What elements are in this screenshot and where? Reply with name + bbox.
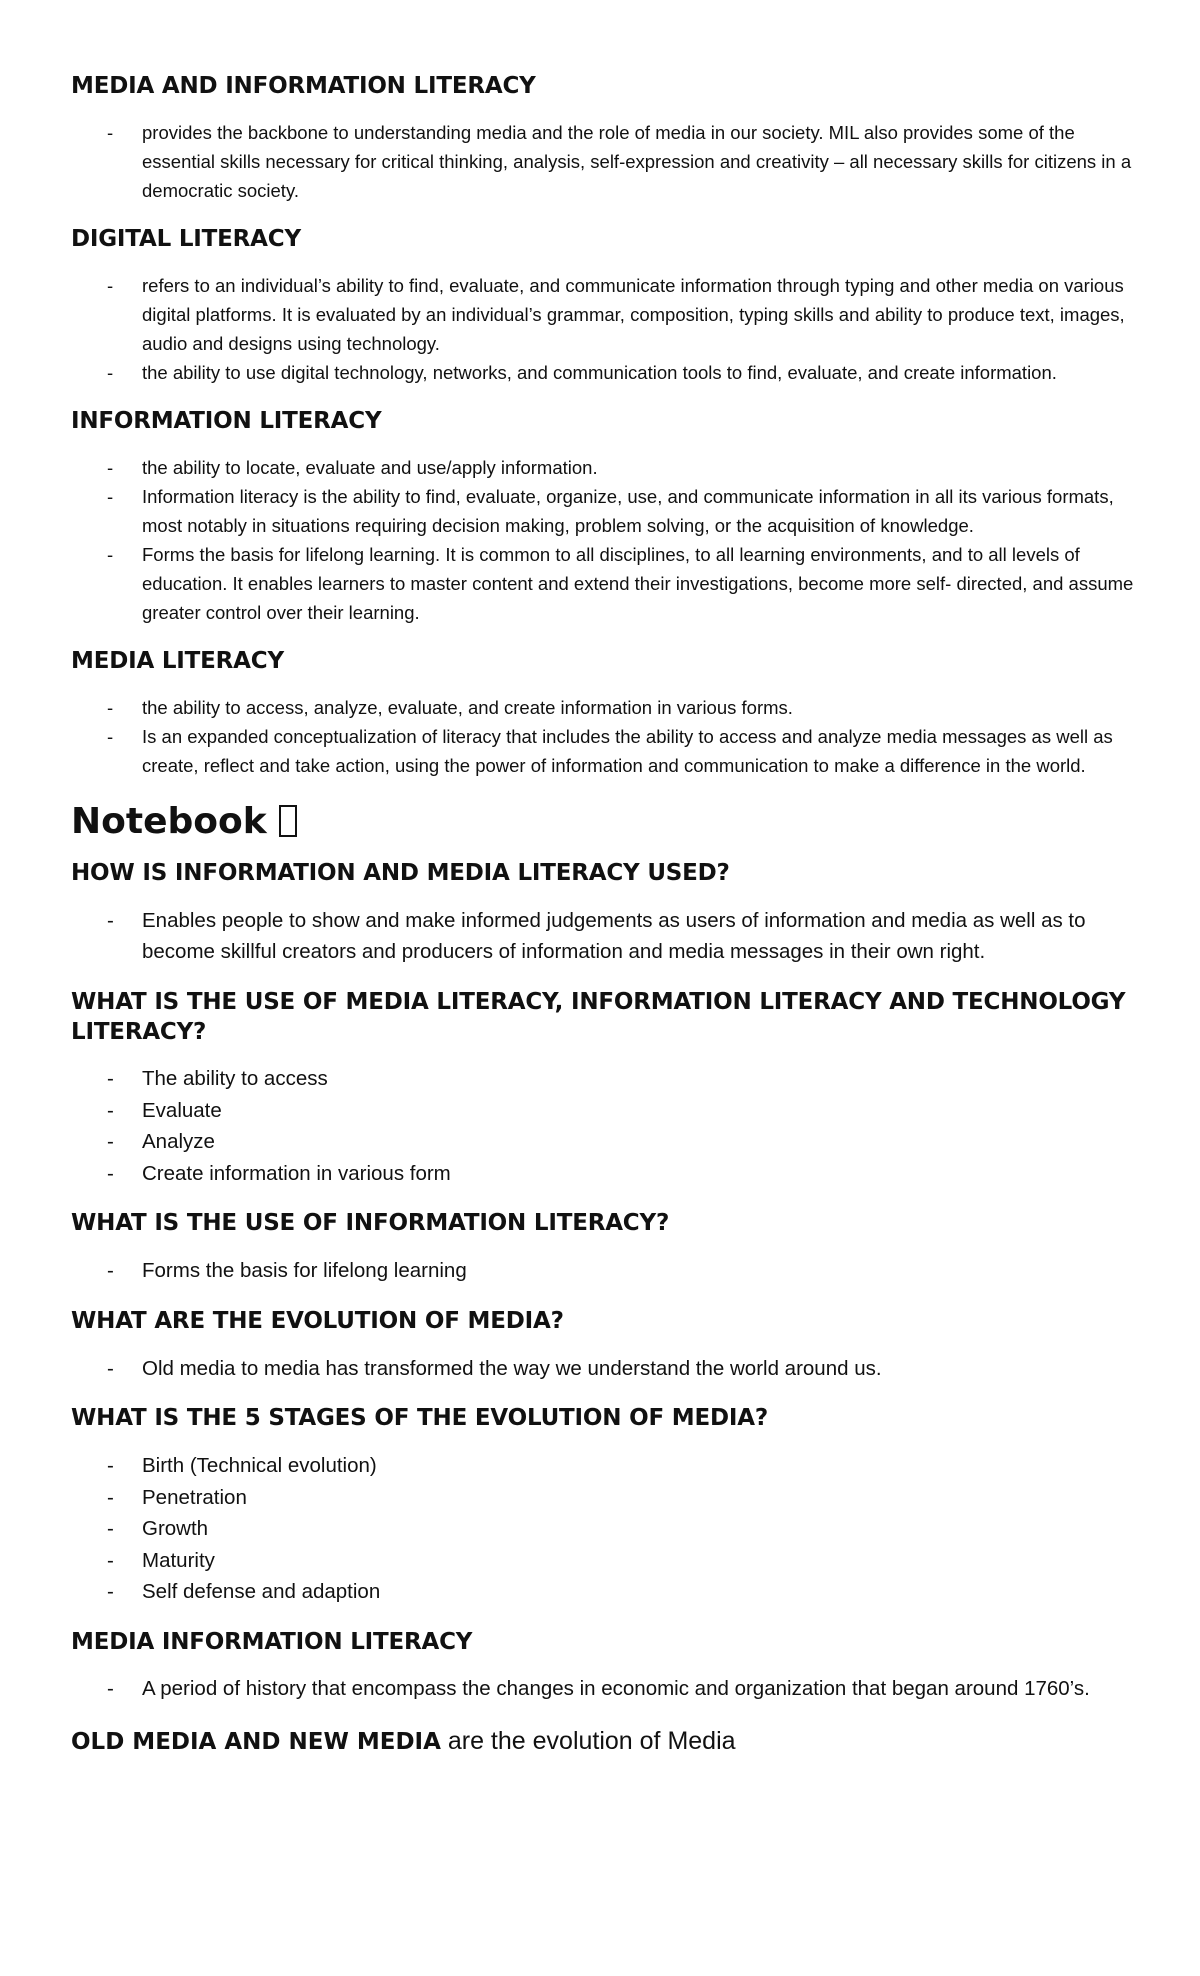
list-item-text: A period of history that encompass the changes in economic and organization that began around 1760’s.	[142, 1677, 1090, 1701]
dash-bullet-icon: -	[107, 543, 114, 565]
closing-text: are the evolution of Media	[440, 1726, 736, 1755]
notebook-title: Notebook	[71, 800, 1141, 843]
dash-bullet-icon: -	[107, 1098, 114, 1122]
section	[71, 859, 1141, 968]
section	[71, 647, 1141, 780]
list-item-text: Penetration	[142, 1485, 247, 1509]
list-item-text: Old media to media has transformed the way we understand the world around us.	[142, 1356, 882, 1380]
closing-bold: OLD MEDIA AND NEW MEDIA	[71, 1728, 441, 1755]
section-heading: MEDIA LITERACY	[71, 647, 284, 674]
list-item-text: Create information in various form	[142, 1161, 451, 1185]
list-item-text: Self defense and adaption	[142, 1580, 381, 1604]
dash-bullet-icon: -	[107, 1485, 114, 1509]
list-item	[71, 1482, 1141, 1514]
list-item-text: Growth	[142, 1517, 209, 1541]
bullet-list	[71, 1063, 1141, 1189]
list-item	[71, 1545, 1141, 1577]
section	[71, 72, 1141, 205]
list-item-text: Forms the basis for lifelong learning	[142, 1259, 467, 1283]
section-heading: MEDIA INFORMATION LITERACY	[71, 1628, 473, 1655]
section-heading: WHAT IS THE USE OF INFORMATION LITERACY?	[71, 1210, 670, 1237]
list-item-text: Birth (Technical evolution)	[142, 1454, 377, 1478]
list-item	[71, 1513, 1141, 1545]
document-page	[71, 72, 1141, 1758]
dash-bullet-icon: -	[107, 1161, 114, 1185]
section-heading: WHAT IS THE USE OF MEDIA LITERACY, INFORMATION LITERACY AND TECHNOLOGY LITERACY?	[71, 988, 1126, 1045]
list-item	[71, 722, 1141, 780]
bullet-list	[71, 1353, 1141, 1385]
list-item	[71, 1255, 1141, 1287]
bullet-list	[71, 118, 1141, 205]
list-item-text: Maturity	[142, 1548, 215, 1572]
dash-bullet-icon: -	[107, 274, 114, 296]
list-item-text: Is an expanded conceptualization of literacy that includes the ability to access and analyze media messages as well as create, reflect and take action, using the power of information and communication to make a difference in the world.	[142, 725, 1113, 776]
list-item-text: refers to an individual’s ability to find, evaluate, and communicate information through typing and other media on various digital platforms. It is evaluated by an individual’s grammar, composition, typing skills and ability to produce text, images, audio and designs using technology.	[142, 274, 1125, 354]
section-heading: WHAT IS THE 5 STAGES OF THE EVOLUTION OF MEDIA?	[71, 1405, 768, 1432]
bullet-list	[71, 693, 1141, 780]
list-item-text: provides the backbone to understanding media and the role of media in our society. MIL also provides some of the essential skills necessary for critical thinking, analysis, self-expression and creativity – all necessary skills for citizens in a democratic society.	[142, 121, 1132, 201]
dash-bullet-icon: -	[107, 1677, 114, 1701]
dash-bullet-icon: -	[107, 1130, 114, 1154]
section-heading: MEDIA AND INFORMATION LITERACY	[71, 73, 536, 99]
closing-line	[71, 1725, 1141, 1758]
missing-glyph-icon	[279, 805, 297, 837]
bullet-list	[71, 1450, 1141, 1608]
bullet-list	[71, 1255, 1141, 1287]
list-item-text: Analyze	[142, 1130, 215, 1154]
list-item	[71, 1673, 1141, 1705]
notebook-block	[71, 859, 1141, 1705]
dash-bullet-icon: -	[107, 1259, 114, 1283]
list-item	[71, 358, 1141, 387]
list-item	[71, 118, 1141, 205]
list-item-text: Evaluate	[142, 1098, 222, 1122]
dash-bullet-icon: -	[107, 1067, 114, 1091]
list-item	[71, 540, 1141, 627]
list-item	[71, 1126, 1141, 1158]
dash-bullet-icon: -	[107, 696, 114, 718]
list-item	[71, 1450, 1141, 1482]
section	[71, 1307, 1141, 1384]
list-item	[71, 453, 1141, 482]
list-item-text: the ability to locate, evaluate and use/apply information.	[142, 456, 598, 478]
dash-bullet-icon: -	[107, 1454, 114, 1478]
list-item	[71, 1576, 1141, 1608]
section	[71, 1628, 1141, 1705]
list-item-text: the ability to access, analyze, evaluate, and create information in various forms.	[142, 696, 793, 718]
list-item	[71, 1095, 1141, 1127]
section-heading: DIGITAL LITERACY	[71, 225, 301, 252]
section-heading: WHAT ARE THE EVOLUTION OF MEDIA?	[71, 1307, 564, 1334]
list-item-text: Enables people to show and make informed judgements as users of information and media as well as to become skillful creators and producers of information and media messages in their own right.	[142, 908, 1086, 964]
bullet-list	[71, 1673, 1141, 1705]
list-item	[71, 271, 1141, 358]
section	[71, 1209, 1141, 1286]
section-heading: HOW IS INFORMATION AND MEDIA LITERACY USED?	[71, 859, 730, 886]
list-item-text: Forms the basis for lifelong learning. It is common to all disciplines, to all learning environments, and to all levels of education. It enables learners to master content and extend their investigations, become more self- directed, and assume greater control over their learning.	[142, 543, 1134, 623]
definitions-block	[71, 72, 1141, 780]
list-item	[71, 1353, 1141, 1385]
dash-bullet-icon: -	[107, 361, 114, 383]
list-item-text: the ability to use digital technology, networks, and communication tools to find, evaluate, and create information.	[142, 361, 1057, 383]
list-item	[71, 905, 1141, 968]
list-item-text: Information literacy is the ability to find, evaluate, organize, use, and communicate information in all its various formats, most notably in situations requiring decision making, problem solving, or the acquisition of knowledge.	[142, 485, 1114, 536]
dash-bullet-icon: -	[107, 456, 114, 478]
dash-bullet-icon: -	[107, 1548, 114, 1572]
list-item	[71, 1063, 1141, 1095]
dash-bullet-icon: -	[107, 1517, 114, 1541]
bullet-list	[71, 905, 1141, 968]
section	[71, 1404, 1141, 1607]
section	[71, 988, 1141, 1190]
dash-bullet-icon: -	[107, 485, 114, 507]
bullet-list	[71, 271, 1141, 387]
list-item-text: The ability to access	[142, 1067, 328, 1091]
section-heading: INFORMATION LITERACY	[71, 407, 382, 434]
dash-bullet-icon: -	[107, 121, 114, 143]
section	[71, 407, 1141, 627]
list-item	[71, 482, 1141, 540]
dash-bullet-icon: -	[107, 908, 114, 932]
dash-bullet-icon: -	[107, 1356, 114, 1380]
bullet-list	[71, 453, 1141, 627]
list-item	[71, 1158, 1141, 1190]
list-item	[71, 693, 1141, 722]
dash-bullet-icon: -	[107, 725, 114, 747]
section	[71, 225, 1141, 387]
dash-bullet-icon: -	[107, 1580, 114, 1604]
